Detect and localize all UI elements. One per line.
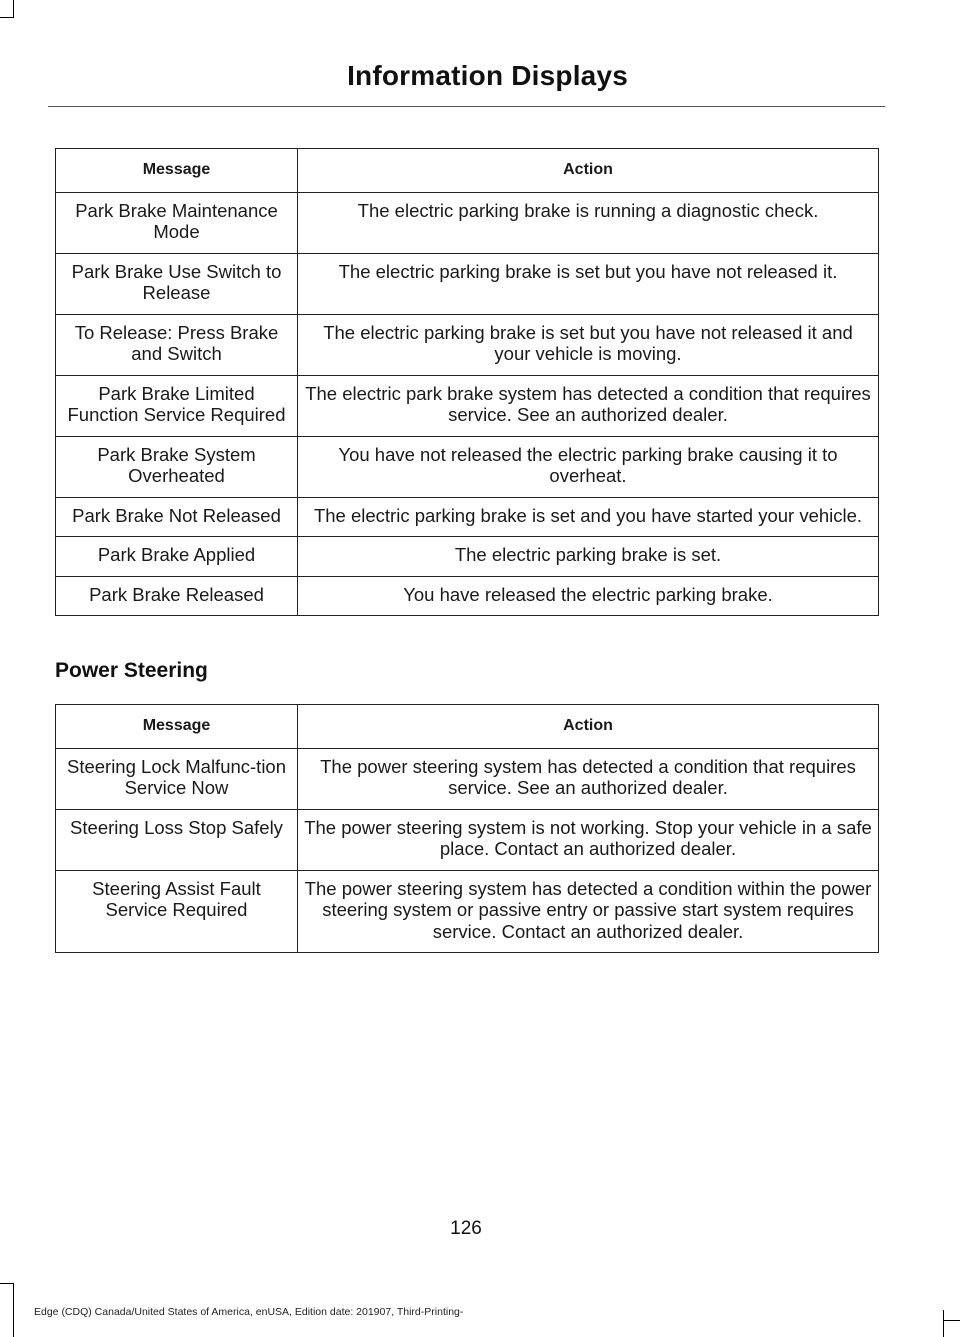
message-cell: Park Brake Applied [56, 537, 298, 577]
crop-mark-bottom-left [13, 1283, 14, 1337]
action-cell: The power steering system has detected a condition that requires service. See an authorized dealer. [298, 748, 879, 809]
action-cell: You have released the electric parking brake. [298, 576, 879, 616]
action-cell: The electric parking brake is set but you have not released it. [298, 253, 879, 314]
table-row [56, 870, 879, 953]
column-header-message: Message [56, 149, 298, 193]
page-title: Information Displays [347, 60, 628, 91]
column-header-action: Action [298, 705, 879, 749]
message-cell: Park Brake Not Released [56, 497, 298, 537]
action-cell: The electric parking brake is set and you have started your vehicle. [298, 497, 879, 537]
action-cell: The electric parking brake is set but you have not released it and your vehicle is moving. [298, 314, 879, 375]
message-cell: Park Brake Use Switch to Release [56, 253, 298, 314]
crop-mark-bottom-left [0, 1283, 14, 1284]
crop-mark-bottom-right [943, 1320, 960, 1321]
action-cell: The electric parking brake is set. [298, 537, 879, 577]
table-row [56, 537, 879, 577]
table-row [56, 748, 879, 809]
message-cell: Steering Lock Malfunc-tion Service Now [56, 748, 298, 809]
edition-footer: Edge (CDQ) Canada/United States of America, enUSA, Edition date: 201907, Third-Printing- [34, 1306, 464, 1318]
message-cell: Steering Assist Fault Service Required [56, 870, 298, 953]
column-header-message: Message [56, 705, 298, 749]
crop-mark-bottom-right [943, 1310, 944, 1337]
table-row [56, 375, 879, 436]
action-cell: The electric park brake system has detected a condition that requires service. See an authorized dealer. [298, 375, 879, 436]
action-cell: The electric parking brake is running a diagnostic check. [298, 192, 879, 253]
message-cell: Park Brake Limited Function Service Required [56, 375, 298, 436]
column-header-action: Action [298, 149, 879, 193]
table-header-row [56, 149, 879, 193]
action-cell: You have not released the electric parking brake causing it to overheat. [298, 436, 879, 497]
table-row [56, 314, 879, 375]
table-row [56, 192, 879, 253]
table-row [56, 497, 879, 537]
table-header-row [56, 705, 879, 749]
header-rule [48, 106, 885, 107]
section-heading-power-steering: Power Steering [55, 659, 208, 682]
action-cell: The power steering system is not working. Stop your vehicle in a safe place. Contact an authorized dealer. [298, 809, 879, 870]
action-cell: The power steering system has detected a condition within the power steering system or passive entry or passive start system requires service. Contact an authorized dealer. [298, 870, 879, 953]
power-steering-message-table [55, 704, 879, 953]
table-row [56, 253, 879, 314]
table-row [56, 436, 879, 497]
message-cell: Park Brake System Overheated [56, 436, 298, 497]
message-cell: To Release: Press Brake and Switch [56, 314, 298, 375]
page-number: 126 [450, 1218, 482, 1239]
crop-mark-top-left [13, 0, 14, 17]
message-cell: Park Brake Released [56, 576, 298, 616]
park-brake-message-table [55, 148, 879, 616]
message-cell: Park Brake Maintenance Mode [56, 192, 298, 253]
table-row [56, 809, 879, 870]
table-row [56, 576, 879, 616]
crop-mark-top-left [0, 17, 14, 18]
message-cell: Steering Loss Stop Safely [56, 809, 298, 870]
